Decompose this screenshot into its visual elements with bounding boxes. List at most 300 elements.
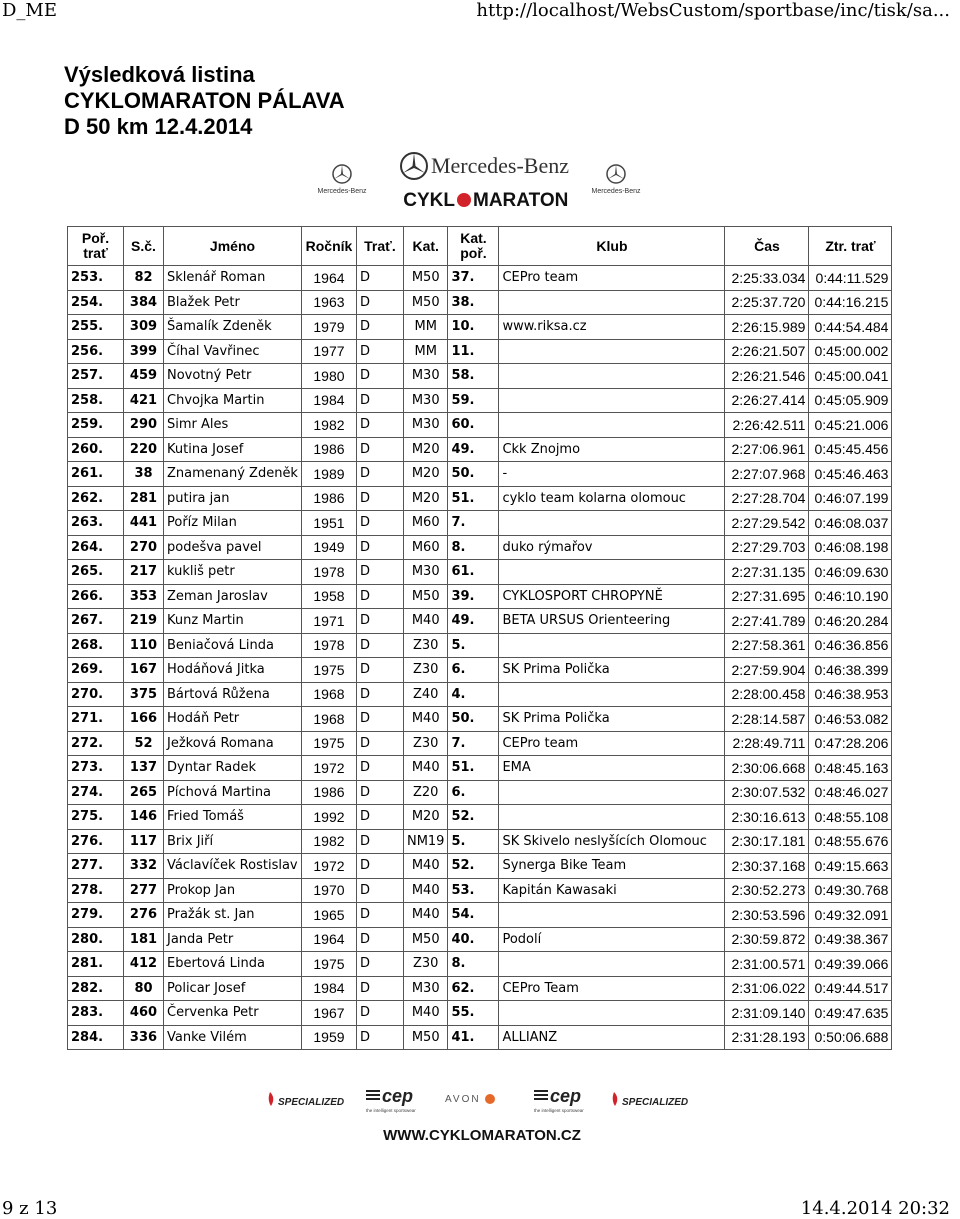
row-club: CEPro team: [499, 266, 725, 291]
row-time: 2:27:29.542: [725, 511, 809, 536]
row-loss: 0:49:32.091: [809, 903, 892, 928]
table-row: [68, 1025, 892, 1050]
row-category: M30: [403, 976, 447, 1001]
row-club: [499, 560, 725, 585]
row-category-position: 61.: [448, 560, 499, 585]
row-time: 2:25:37.720: [725, 290, 809, 315]
row-year: 1992: [301, 805, 356, 830]
row-category-position: 60.: [448, 413, 499, 438]
row-name: Poříz Milan: [164, 511, 302, 536]
row-club: BETA URSUS Orienteering: [499, 609, 725, 634]
sponsor-specialized-left: SPECIALIZED: [278, 1097, 345, 1108]
mercedes-star-icon: [333, 165, 351, 183]
table-row: [68, 633, 892, 658]
row-category-position: 54.: [448, 903, 499, 928]
row-club: CEPro Team: [499, 976, 725, 1001]
table-row: [68, 780, 892, 805]
row-track: D: [356, 707, 403, 732]
row-start-number: 290: [124, 413, 164, 438]
row-year: 1986: [301, 437, 356, 462]
row-position: 258.: [68, 388, 124, 413]
row-name: Hodáňová Jitka: [164, 658, 302, 683]
row-track: D: [356, 1025, 403, 1050]
table-row: [68, 927, 892, 952]
row-track: D: [356, 731, 403, 756]
row-loss: 0:48:45.163: [809, 756, 892, 781]
row-time: 2:27:06.961: [725, 437, 809, 462]
row-position: 264.: [68, 535, 124, 560]
row-time: 2:26:21.507: [725, 339, 809, 364]
row-category-position: 7.: [448, 731, 499, 756]
row-club: [499, 388, 725, 413]
row-start-number: 421: [124, 388, 164, 413]
table-row: [68, 560, 892, 585]
row-position: 283.: [68, 1001, 124, 1026]
row-time: 2:30:37.168: [725, 854, 809, 879]
table-row: [68, 1001, 892, 1026]
row-loss: 0:46:08.037: [809, 511, 892, 536]
row-start-number: 137: [124, 756, 164, 781]
row-year: 1977: [301, 339, 356, 364]
row-track: D: [356, 511, 403, 536]
col-header-track: Trať.: [356, 227, 403, 266]
row-loss: 0:49:39.066: [809, 952, 892, 977]
row-club: Kapitán Kawasaki: [499, 878, 725, 903]
row-name: Simr Ales: [164, 413, 302, 438]
row-loss: 0:49:15.663: [809, 854, 892, 879]
sponsor-avon: AVON: [445, 1094, 481, 1105]
cep-stripes-icon: [366, 1090, 380, 1100]
row-category-position: 38.: [448, 290, 499, 315]
row-start-number: 219: [124, 609, 164, 634]
row-start-number: 309: [124, 315, 164, 340]
row-category: NM19: [403, 829, 447, 854]
row-category-position: 40.: [448, 927, 499, 952]
row-category-position: 41.: [448, 1025, 499, 1050]
row-year: 1979: [301, 315, 356, 340]
row-year: 1967: [301, 1001, 356, 1026]
row-name: putira jan: [164, 486, 302, 511]
row-loss: 0:45:45.456: [809, 437, 892, 462]
row-loss: 0:50:06.688: [809, 1025, 892, 1050]
row-year: 1972: [301, 756, 356, 781]
row-year: 1972: [301, 854, 356, 879]
row-time: 2:31:00.571: [725, 952, 809, 977]
row-position: 282.: [68, 976, 124, 1001]
row-position: 275.: [68, 805, 124, 830]
row-loss: 0:45:05.909: [809, 388, 892, 413]
table-row: [68, 462, 892, 487]
row-category-position: 52.: [448, 805, 499, 830]
row-name: Zeman Jaroslav: [164, 584, 302, 609]
table-row: [68, 658, 892, 683]
row-position: 259.: [68, 413, 124, 438]
row-position: 257.: [68, 364, 124, 389]
row-position: 256.: [68, 339, 124, 364]
row-name: Blažek Petr: [164, 290, 302, 315]
row-loss: 0:45:00.041: [809, 364, 892, 389]
row-name: Číhal Vavřinec: [164, 339, 302, 364]
table-row: [68, 535, 892, 560]
row-track: D: [356, 266, 403, 291]
row-position: 269.: [68, 658, 124, 683]
row-loss: 0:46:10.190: [809, 584, 892, 609]
row-club: [499, 682, 725, 707]
row-start-number: 412: [124, 952, 164, 977]
row-position: 266.: [68, 584, 124, 609]
row-category: Z30: [403, 658, 447, 683]
row-loss: 0:49:47.635: [809, 1001, 892, 1026]
row-category: M50: [403, 1025, 447, 1050]
row-time: 2:27:41.789: [725, 609, 809, 634]
row-year: 1963: [301, 290, 356, 315]
row-track: D: [356, 290, 403, 315]
table-row: [68, 290, 892, 315]
row-club: Synerga Bike Team: [499, 854, 725, 879]
row-category: Z30: [403, 952, 447, 977]
row-position: 254.: [68, 290, 124, 315]
table-row: [68, 805, 892, 830]
row-time: 2:27:29.703: [725, 535, 809, 560]
row-year: 1975: [301, 658, 356, 683]
row-start-number: 332: [124, 854, 164, 879]
row-category-position: 5.: [448, 829, 499, 854]
row-name: Ježková Romana: [164, 731, 302, 756]
browser-footer-datetime: 14.4.2014 20:32: [800, 1198, 950, 1219]
row-club: [499, 633, 725, 658]
table-row: [68, 903, 892, 928]
row-loss: 0:44:54.484: [809, 315, 892, 340]
row-time: 2:26:15.989: [725, 315, 809, 340]
row-start-number: 375: [124, 682, 164, 707]
row-club: [499, 290, 725, 315]
table-row: [68, 976, 892, 1001]
row-category: M30: [403, 388, 447, 413]
row-club: [499, 339, 725, 364]
row-track: D: [356, 633, 403, 658]
row-track: D: [356, 658, 403, 683]
table-row: [68, 952, 892, 977]
row-category-position: 58.: [448, 364, 499, 389]
row-track: D: [356, 756, 403, 781]
row-category: M30: [403, 364, 447, 389]
row-category-position: 49.: [448, 609, 499, 634]
sponsor-cep-left: cep: [382, 1086, 414, 1106]
row-loss: 0:48:46.027: [809, 780, 892, 805]
title-line-3: D 50 km 12.4.2014: [64, 114, 253, 139]
row-category-position: 53.: [448, 878, 499, 903]
row-category: M30: [403, 560, 447, 585]
row-loss: 0:44:11.529: [809, 266, 892, 291]
row-name: kukliš petr: [164, 560, 302, 585]
table-header-row: [68, 227, 892, 266]
row-loss: 0:45:21.006: [809, 413, 892, 438]
col-header-position: Poř. trať: [68, 227, 124, 266]
row-year: 1986: [301, 780, 356, 805]
row-track: D: [356, 927, 403, 952]
row-category-position: 51.: [448, 486, 499, 511]
row-time: 2:31:28.193: [725, 1025, 809, 1050]
row-time: 2:28:14.587: [725, 707, 809, 732]
row-club: CYKLOSPORT CHROPYNĚ: [499, 584, 725, 609]
row-loss: 0:44:16.215: [809, 290, 892, 315]
row-category-position: 50.: [448, 462, 499, 487]
row-name: Ebertová Linda: [164, 952, 302, 977]
row-year: 1982: [301, 829, 356, 854]
table-row: [68, 364, 892, 389]
row-category: M60: [403, 535, 447, 560]
row-position: 270.: [68, 682, 124, 707]
row-category-position: 39.: [448, 584, 499, 609]
row-time: 2:28:00.458: [725, 682, 809, 707]
row-track: D: [356, 388, 403, 413]
row-time: 2:27:28.704: [725, 486, 809, 511]
sponsor-cep-right: cep: [550, 1086, 582, 1106]
table-row: [68, 266, 892, 291]
row-position: 263.: [68, 511, 124, 536]
row-track: D: [356, 780, 403, 805]
sponsor-website: WWW.CYKLOMARATON.CZ: [383, 1127, 581, 1144]
col-header-club: Klub: [499, 227, 725, 266]
table-row: [68, 339, 892, 364]
row-category: Z20: [403, 780, 447, 805]
title-line-2: CYKLOMARATON PÁLAVA: [64, 88, 345, 113]
row-position: 260.: [68, 437, 124, 462]
row-name: Sklenář Roman: [164, 266, 302, 291]
results-table: [67, 226, 892, 1050]
row-name: Policar Josef: [164, 976, 302, 1001]
row-track: D: [356, 315, 403, 340]
row-name: Znamenaný Zdeněk: [164, 462, 302, 487]
row-start-number: 459: [124, 364, 164, 389]
row-category-position: 8.: [448, 952, 499, 977]
row-year: 1986: [301, 486, 356, 511]
cep-stripes-icon: [534, 1090, 548, 1100]
row-category-position: 51.: [448, 756, 499, 781]
row-year: 1958: [301, 584, 356, 609]
row-loss: 0:48:55.108: [809, 805, 892, 830]
col-header-category-position: Kat. poř.: [448, 227, 499, 266]
row-category: MM: [403, 339, 447, 364]
mercedes-star-icon: [607, 165, 625, 183]
sponsor-cep-left-sub: the intelligent sportswear: [366, 1108, 416, 1113]
red-o-icon: [457, 193, 471, 207]
row-year: 1978: [301, 633, 356, 658]
row-time: 2:27:31.135: [725, 560, 809, 585]
row-category-position: 10.: [448, 315, 499, 340]
row-start-number: 265: [124, 780, 164, 805]
row-year: 1949: [301, 535, 356, 560]
row-category-position: 5.: [448, 633, 499, 658]
row-position: 271.: [68, 707, 124, 732]
row-category: M50: [403, 584, 447, 609]
row-category-position: 7.: [448, 511, 499, 536]
row-category-position: 4.: [448, 682, 499, 707]
row-club: ALLIANZ: [499, 1025, 725, 1050]
row-category-position: 6.: [448, 780, 499, 805]
row-year: 1978: [301, 560, 356, 585]
row-name: Hodáň Petr: [164, 707, 302, 732]
row-club: -: [499, 462, 725, 487]
row-category: M40: [403, 878, 447, 903]
row-start-number: 217: [124, 560, 164, 585]
row-track: D: [356, 413, 403, 438]
row-loss: 0:49:44.517: [809, 976, 892, 1001]
row-track: D: [356, 976, 403, 1001]
specialized-s-icon: [269, 1092, 274, 1106]
row-loss: 0:46:08.198: [809, 535, 892, 560]
row-category: M40: [403, 854, 447, 879]
row-category: M60: [403, 511, 447, 536]
row-loss: 0:46:36.856: [809, 633, 892, 658]
row-club: duko rýmařov: [499, 535, 725, 560]
row-time: 2:31:06.022: [725, 976, 809, 1001]
table-row: [68, 315, 892, 340]
row-club: [499, 952, 725, 977]
row-track: D: [356, 829, 403, 854]
table-row: [68, 584, 892, 609]
row-name: Novotný Petr: [164, 364, 302, 389]
row-name: Chvojka Martin: [164, 388, 302, 413]
row-year: 1970: [301, 878, 356, 903]
row-name: Brix Jiří: [164, 829, 302, 854]
row-year: 1965: [301, 903, 356, 928]
row-category-position: 55.: [448, 1001, 499, 1026]
table-row: [68, 413, 892, 438]
row-name: Beniačová Linda: [164, 633, 302, 658]
row-year: 1982: [301, 413, 356, 438]
row-club: [499, 805, 725, 830]
row-start-number: 353: [124, 584, 164, 609]
col-header-time: Čas: [725, 227, 809, 266]
sponsor-cep-right-sub: the intelligent sportswear: [534, 1108, 584, 1113]
row-name: podešva pavel: [164, 535, 302, 560]
row-time: 2:30:17.181: [725, 829, 809, 854]
row-name: Václavíček Rostislav: [164, 854, 302, 879]
row-name: Prokop Jan: [164, 878, 302, 903]
brand-small-right: Mercedes-Benz: [591, 188, 641, 195]
specialized-s-icon: [613, 1092, 618, 1106]
row-start-number: 281: [124, 486, 164, 511]
row-year: 1971: [301, 609, 356, 634]
brand-name: Mercedes-Benz: [430, 153, 570, 178]
table-row: [68, 486, 892, 511]
row-position: 276.: [68, 829, 124, 854]
row-position: 265.: [68, 560, 124, 585]
row-time: 2:26:27.414: [725, 388, 809, 413]
row-name: Píchová Martina: [164, 780, 302, 805]
row-start-number: 117: [124, 829, 164, 854]
row-category: M40: [403, 756, 447, 781]
row-start-number: 441: [124, 511, 164, 536]
row-category: M50: [403, 266, 447, 291]
row-name: Bártová Růžena: [164, 682, 302, 707]
row-year: 1968: [301, 707, 356, 732]
table-row: [68, 731, 892, 756]
row-position: 268.: [68, 633, 124, 658]
row-year: 1968: [301, 682, 356, 707]
row-loss: 0:46:20.284: [809, 609, 892, 634]
row-name: Kutina Josef: [164, 437, 302, 462]
row-position: 273.: [68, 756, 124, 781]
row-loss: 0:47:28.206: [809, 731, 892, 756]
row-track: D: [356, 878, 403, 903]
row-category: M20: [403, 462, 447, 487]
browser-footer-page: 9 z 13: [2, 1198, 58, 1219]
row-start-number: 82: [124, 266, 164, 291]
row-club: SK Skivelo neslyšících Olomouc: [499, 829, 725, 854]
row-start-number: 181: [124, 927, 164, 952]
row-club: www.riksa.cz: [499, 315, 725, 340]
row-start-number: 110: [124, 633, 164, 658]
row-loss: 0:49:38.367: [809, 927, 892, 952]
row-track: D: [356, 903, 403, 928]
row-start-number: 146: [124, 805, 164, 830]
row-year: 1959: [301, 1025, 356, 1050]
row-loss: 0:46:53.082: [809, 707, 892, 732]
row-category: M50: [403, 290, 447, 315]
row-track: D: [356, 854, 403, 879]
row-year: 1984: [301, 976, 356, 1001]
row-year: 1951: [301, 511, 356, 536]
row-category: M40: [403, 609, 447, 634]
table-row: [68, 609, 892, 634]
avon-circle-icon: [485, 1094, 495, 1104]
row-club: cyklo team kolarna olomouc: [499, 486, 725, 511]
row-year: 1989: [301, 462, 356, 487]
row-club: [499, 903, 725, 928]
col-header-category: Kat.: [403, 227, 447, 266]
row-loss: 0:49:30.768: [809, 878, 892, 903]
row-time: 2:30:52.273: [725, 878, 809, 903]
row-name: Kunz Martin: [164, 609, 302, 634]
row-time: 2:30:07.532: [725, 780, 809, 805]
row-club: [499, 1001, 725, 1026]
row-category: M30: [403, 413, 447, 438]
row-loss: 0:45:00.002: [809, 339, 892, 364]
row-time: 2:26:42.511: [725, 413, 809, 438]
row-time: 2:26:21.546: [725, 364, 809, 389]
row-track: D: [356, 437, 403, 462]
row-category-position: 52.: [448, 854, 499, 879]
row-start-number: 270: [124, 535, 164, 560]
col-header-name: Jméno: [164, 227, 302, 266]
row-club: [499, 511, 725, 536]
row-time: 2:31:09.140: [725, 1001, 809, 1026]
row-loss: 0:46:38.399: [809, 658, 892, 683]
row-start-number: 399: [124, 339, 164, 364]
row-club: SK Prima Polička: [499, 707, 725, 732]
row-club: Podolí: [499, 927, 725, 952]
row-position: 253.: [68, 266, 124, 291]
row-position: 262.: [68, 486, 124, 511]
table-row: [68, 756, 892, 781]
event-name-a: CYKL: [403, 190, 455, 211]
row-start-number: 80: [124, 976, 164, 1001]
page-title: [64, 62, 345, 140]
row-category-position: 11.: [448, 339, 499, 364]
row-category: Z30: [403, 731, 447, 756]
row-position: 274.: [68, 780, 124, 805]
row-club: [499, 413, 725, 438]
row-category: M50: [403, 927, 447, 952]
row-club: CEPro team: [499, 731, 725, 756]
table-row: [68, 388, 892, 413]
row-time: 2:27:07.968: [725, 462, 809, 487]
row-track: D: [356, 584, 403, 609]
title-line-1: Výsledková listina: [64, 62, 255, 87]
col-header-start-number: S.č.: [124, 227, 164, 266]
